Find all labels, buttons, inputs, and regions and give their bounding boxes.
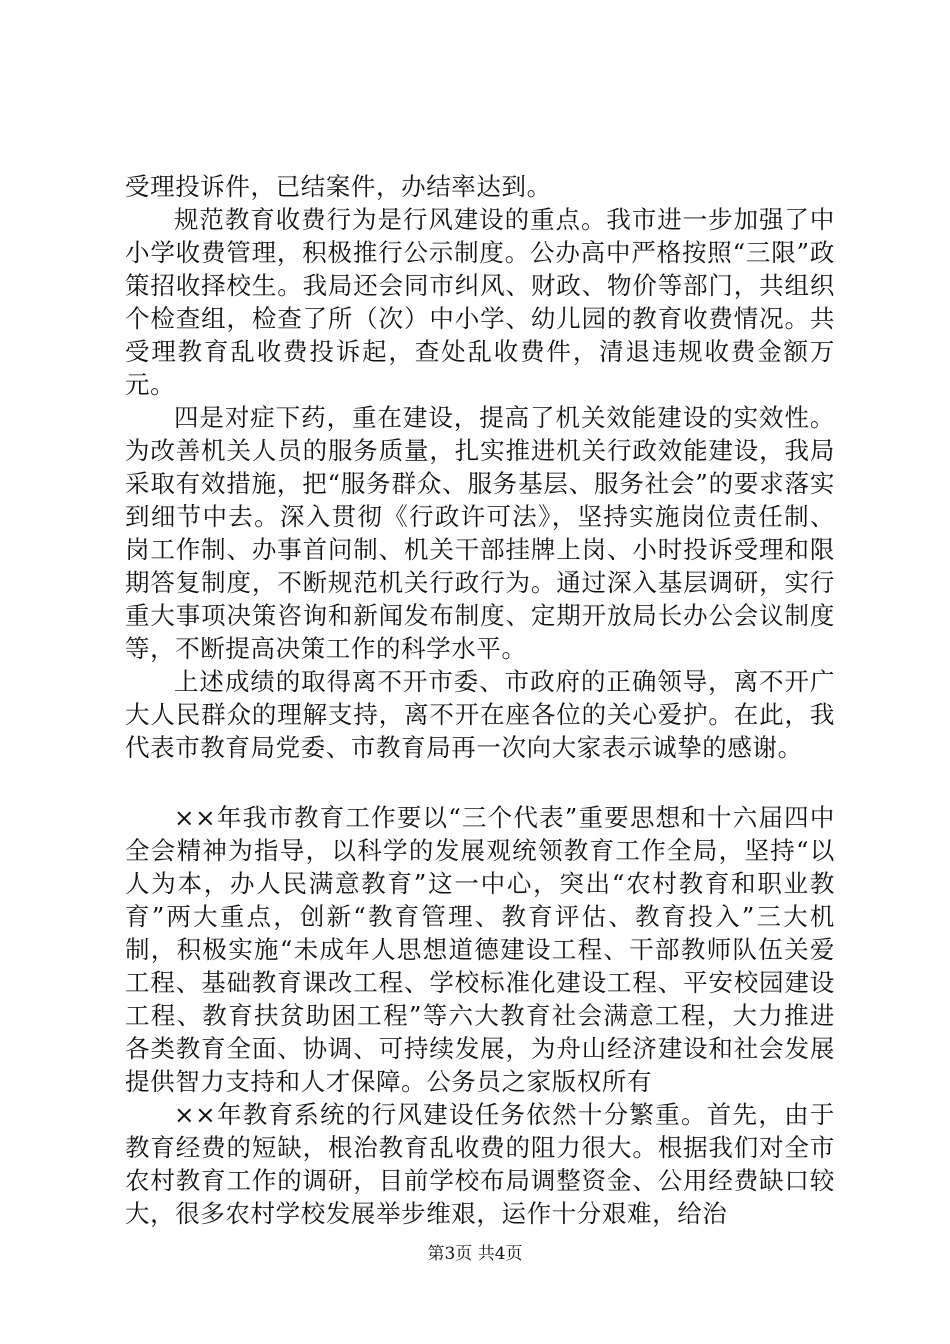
paragraph-6: ××年教育系统的行风建设任务依然十分繁重。首先，由于教育经费的短缺，根治教育乱收费的阻力很大。根据我们对全市农村教育工作的调研，目前学校布局调整资金、公用经费缺口较大，很多农村学校发展举步维艰，运作十分艰难，给治	[125, 1100, 835, 1228]
paragraph-3: 四是对症下药，重在建设，提高了机关效能建设的实效性。为改善机关人员的服务质量，扎实推进机关行政效能建设，我局采取有效措施，把“服务群众、服务基层、服务社会”的要求落实到细节中去。深入贯彻《行政许可法》，坚持实施岗位责任制、岗工作制、办事首问制、机关干部挂牌上岗、小时投诉受理和限期答复制度，不断规范机关行政行为。通过深入基层调研，实行重大事项决策咨询和新闻发布制度、定期开放局长办公会议制度等，不断提高决策工作的科学水平。	[125, 403, 835, 663]
paragraph-1: 受理投诉件，已结案件，办结率达到。	[125, 172, 552, 201]
paragraph-gap	[125, 764, 835, 801]
paragraph-5: ××年我市教育工作要以“三个代表”重要思想和十六届四中全会精神为指导，以科学的发展观统领教育工作全局，坚持“以人为本，办人民满意教育”这一中心，突出“农村教育和职业教育”两大重点，创新“教育管理、教育评估、教育投入”三大机制，积极实施“未成年人思想道德建设工程、干部教师队伍关爱工程、基础教育课改工程、学校标准化建设工程、平安校园建设工程、教育扶贫助困工程”等六大教育社会满意工程，大力推进各类教育全面、协调、可持续发展，为舟山经济建设和社会发展提供智力支持和人才保障。公务员之家版权所有	[125, 803, 835, 1096]
paragraph-2: 规范教育收费行为是行风建设的重点。我市进一步加强了中小学收费管理，积极推行公示制度。公办高中严格按照“三限”政策招收择校生。我局还会同市纠风、财政、物价等部门，共组织个检查组，检查了所（次）中小学、幼儿园的教育收费情况。共受理教育乱收费投诉起，查处乱收费件，清退违规收费金额万元。	[125, 205, 835, 399]
paragraph-4: 上述成绩的取得离不开市委、市政府的正确领导，离不开广大人民群众的理解支持，离不开在座各位的关心爱护。在此，我代表市教育局党委、市教育局再一次向大家表示诚挚的感谢。	[125, 667, 835, 762]
page-footer: 第3页 共4页	[427, 1244, 523, 1264]
document-body	[125, 170, 835, 1230]
